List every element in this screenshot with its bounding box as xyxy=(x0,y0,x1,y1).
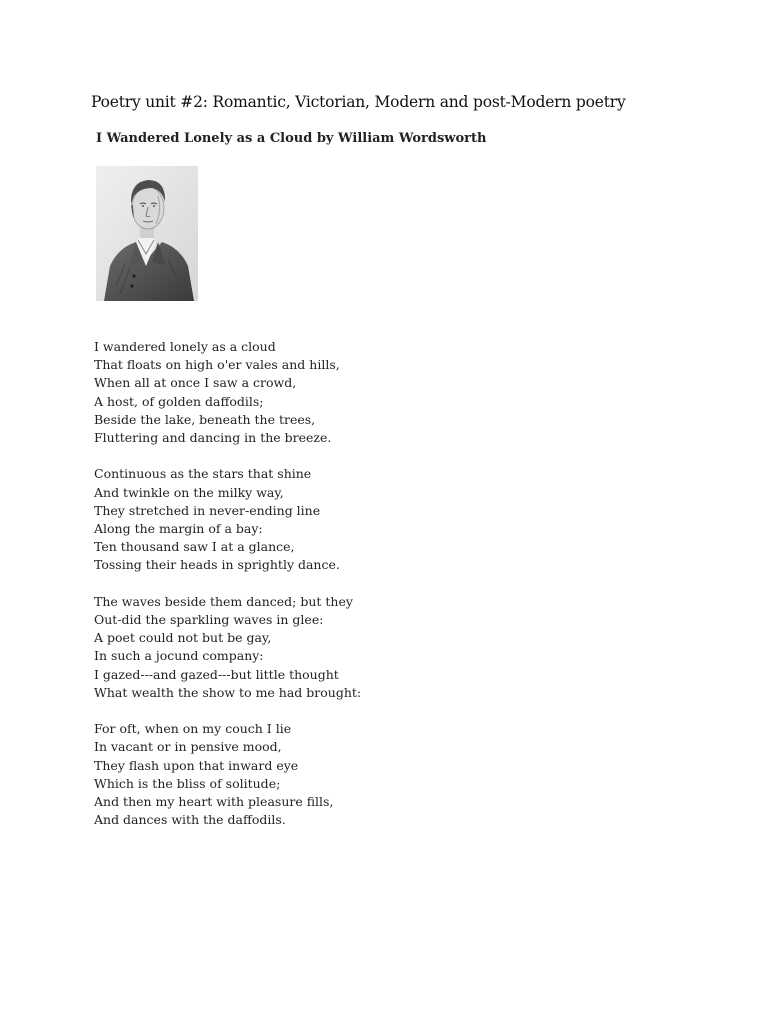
poem-line: And then my heart with pleasure fills, xyxy=(94,794,334,810)
poem-line: A host, of golden daffodils; xyxy=(94,393,264,409)
poem-line: The waves beside them danced; but they xyxy=(94,593,353,609)
poem-line: They flash upon that inward eye xyxy=(94,757,299,773)
poem-line: What wealth the show to me had brought: xyxy=(94,684,362,700)
poem-line: Fluttering and dancing in the breeze. xyxy=(94,430,332,446)
stanza xyxy=(94,465,361,574)
poem-line: Tossing their heads in sprightly dance. xyxy=(94,557,340,573)
unit-title: Poetry unit #2: Romantic, Victorian, Modern and post-Modern poetry xyxy=(91,93,626,111)
poem-line: In vacant or in pensive mood, xyxy=(94,739,282,755)
stanza xyxy=(94,720,361,829)
poem-line: A poet could not but be gay, xyxy=(94,630,272,646)
poem-line: Beside the lake, beneath the trees, xyxy=(94,411,316,427)
poem-line: Along the margin of a bay: xyxy=(94,521,263,537)
poem-line: Continuous as the stars that shine xyxy=(94,466,312,482)
poem-line: I gazed---and gazed---but little thought xyxy=(94,666,339,682)
poem-line: When all at once I saw a crowd, xyxy=(94,375,297,391)
portrait-engraving-icon xyxy=(96,166,198,301)
author-portrait xyxy=(96,166,198,301)
poem-title: I Wandered Lonely as a Cloud by William Wordsworth xyxy=(96,131,487,146)
stanza xyxy=(94,338,361,447)
poem-body xyxy=(94,338,361,848)
poem-line: They stretched in never-ending line xyxy=(94,502,321,518)
poem-line: That floats on high o'er vales and hills, xyxy=(94,357,340,373)
stanza xyxy=(94,593,361,702)
poem-line: And dances with the daffodils. xyxy=(94,812,286,828)
poem-line: I wandered lonely as a cloud xyxy=(94,339,276,354)
poem-line: Which is the bliss of solitude; xyxy=(94,775,281,791)
poem-line: In such a jocund company: xyxy=(94,648,264,664)
poem-line: For oft, when on my couch I lie xyxy=(94,721,292,737)
poem-line: Ten thousand saw I at a glance, xyxy=(94,539,295,555)
poem-line: Out-did the sparkling waves in glee: xyxy=(94,612,324,628)
poem-line: And twinkle on the milky way, xyxy=(94,484,284,500)
